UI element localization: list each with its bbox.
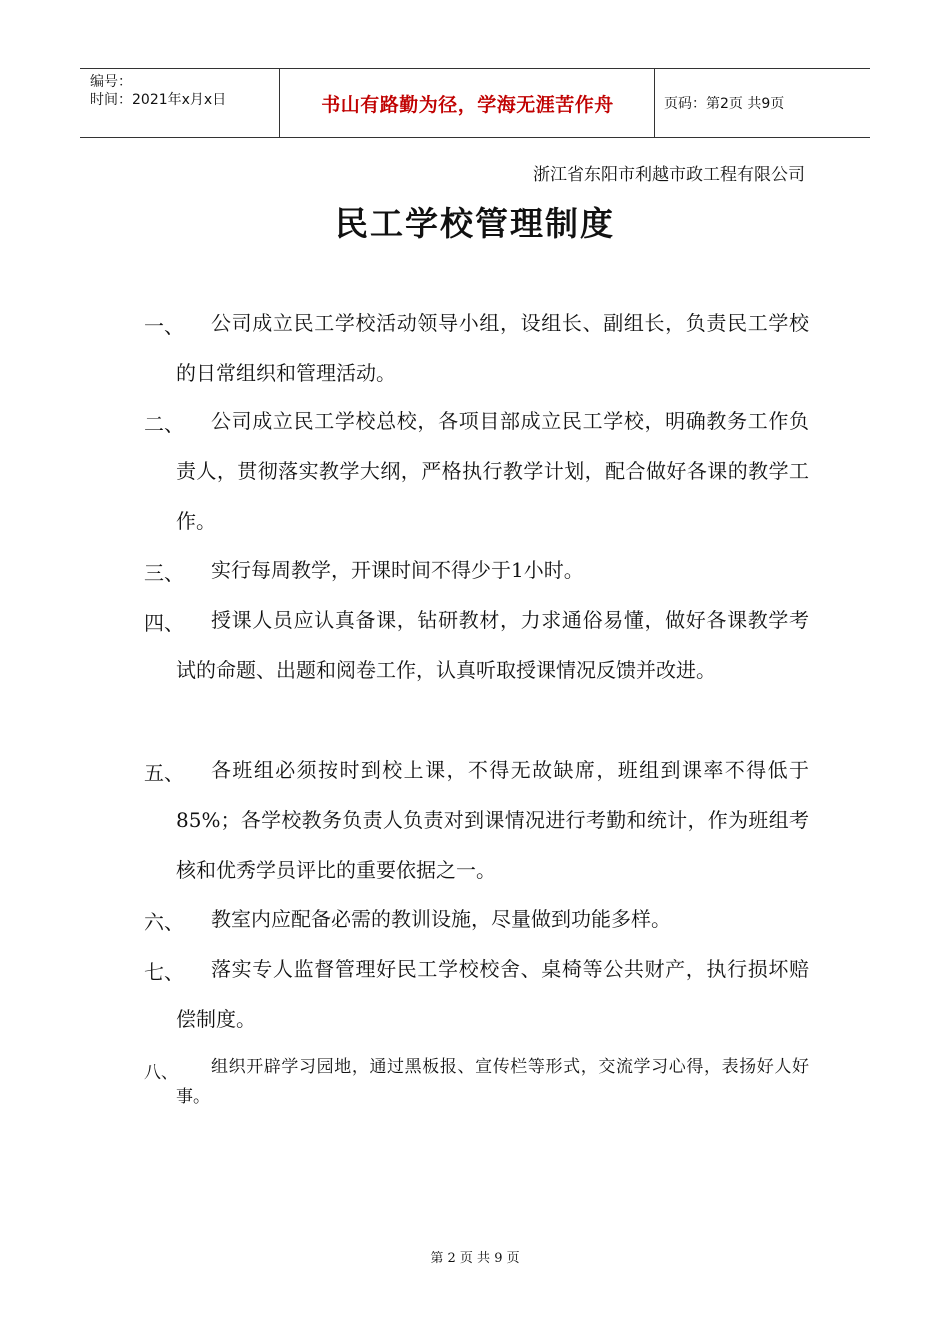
- list-item: [144, 557, 809, 595]
- item-number: 六、: [144, 910, 184, 934]
- list-item: [144, 956, 809, 1044]
- item-number: 四、: [144, 611, 184, 635]
- page-footer: 第 2 页 共 9 页: [430, 1251, 520, 1266]
- item-number: 八、: [144, 1063, 178, 1083]
- item-text: 组织开辟学习园地，通过黑板报、宣传栏等形式，交流学习心得，表扬好人好事。: [176, 1057, 809, 1107]
- list-item: [144, 757, 809, 895]
- time-label: 时间：2021年x月x日: [90, 92, 227, 108]
- item-text: 教室内应配备必需的教训设施，尽量做到功能多样。: [211, 907, 671, 931]
- item-text: 实行每周教学，开课时间不得少于1小时。: [211, 558, 584, 582]
- list-item: [144, 408, 809, 546]
- company-name: 浙江省东阳市利越市政工程有限公司: [533, 165, 805, 185]
- header-meta-cell: [80, 69, 280, 137]
- item-text: 落实专人监督管理好民工学校校舍、桌椅等公共财产，执行损坏赔偿制度。: [176, 957, 809, 1031]
- item-number: 二、: [144, 412, 184, 436]
- item-text: 各班组必须按时到校上课，不得无故缺席，班组到课率不得低于85%；各学校教务负责人负责对到课情况进行考勤和统计，作为班组考核和优秀学员评比的重要依据之一。: [176, 758, 809, 882]
- item-number: 三、: [144, 561, 184, 585]
- page-info: 页码：第2页 共9页: [664, 96, 785, 112]
- item-number: 五、: [144, 761, 184, 785]
- list-item: [144, 310, 809, 398]
- item-number: 一、: [144, 314, 184, 338]
- list-item: [144, 607, 809, 695]
- header-page-cell: [656, 69, 870, 137]
- document-title: 民工学校管理制度: [335, 204, 615, 243]
- item-text: 授课人员应认真备课，钻研教材，力求通俗易懂，做好各课教学考试的命题、出题和阅卷工作，认真听取授课情况反馈并改进。: [176, 608, 809, 682]
- item-number: 七、: [144, 960, 184, 984]
- item-text: 公司成立民工学校总校，各项目部成立民工学校，明确教务工作负责人，贯彻落实教学大纲，严格执行教学计划，配合做好各课的教学工作。: [176, 409, 809, 533]
- motto-text: 书山有路勤为径，学海无涯苦作舟: [321, 93, 614, 116]
- item-text: 公司成立民工学校活动领导小组，设组长、副组长，负责民工学校的日常组织和管理活动。: [176, 311, 809, 385]
- list-item: [144, 906, 809, 944]
- list-item: [144, 1058, 809, 1112]
- header-table: [80, 68, 870, 138]
- serial-label: 编号：: [90, 74, 132, 90]
- header-motto-cell: [281, 69, 655, 137]
